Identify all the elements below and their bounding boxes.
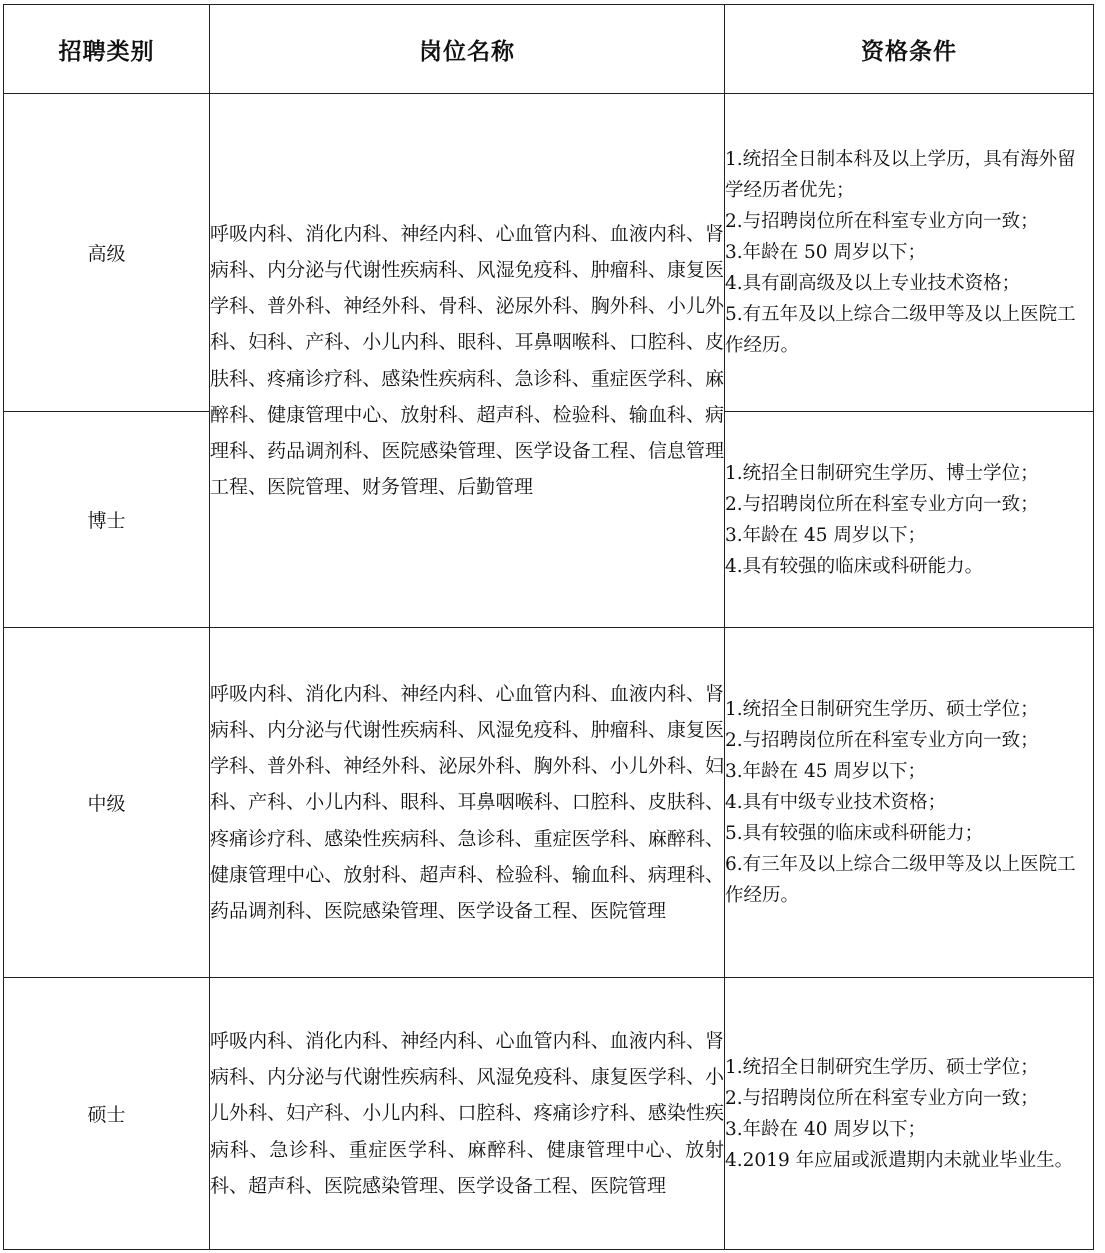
header-qualification: 资格条件 [725, 5, 1094, 94]
qualification-item: 2.与招聘岗位所在科室专业方向一致； [725, 211, 1039, 232]
qualification-item: 2.与招聘岗位所在科室专业方向一致； [725, 730, 1039, 751]
qualification-item: 3.年龄在 50 周岁以下； [725, 242, 926, 263]
qualification-item: 3.年龄在 45 周岁以下； [725, 524, 926, 546]
header-category: 招聘类别 [4, 5, 210, 94]
qualifications-cell [725, 94, 1094, 412]
table-row-intermediate [4, 628, 1094, 978]
table-row-senior [4, 94, 1094, 412]
qualification-item: 4.具有较强的临床或科研能力。 [725, 555, 984, 577]
qualification-item: 2.与招聘岗位所在科室专业方向一致； [725, 1087, 1039, 1109]
qualification-item: 4.具有副高级及以上专业技术资格； [725, 273, 1021, 294]
qualification-item: 5.有五年及以上综合二级甲等及以上医院工作经历。 [725, 304, 1076, 356]
table-header-row [4, 5, 1094, 94]
qualification-item: 6.有三年及以上综合二级甲等及以上医院工作经历。 [725, 854, 1076, 906]
category-cell: 高级 [4, 94, 210, 412]
positions-cell: 呼吸内科、消化内科、神经内科、心血管内科、血液内科、肾病科、内分泌与代谢性疾病科、风湿免疫科、肿瘤科、康复医学科、普外科、神经外科、骨科、泌尿外科、胸外科、小儿外科、妇科、产科、小儿内科、眼科、耳鼻咽喉科、口腔科、皮肤科、疼痛诊疗科、感染性疾病科、急诊科、重症医学科、麻醉科、健康管理中心、放射科、超声科、检验科、输血科、病理科、药品调剂科、医院感染管理、医学设备工程、信息管理工程、医院管理、财务管理、后勤管理 [210, 94, 725, 628]
table-row-master [4, 978, 1094, 1250]
qualifications-cell [725, 978, 1094, 1250]
category-cell: 中级 [4, 628, 210, 978]
qualification-item: 1.统招全日制研究生学历、硕士学位； [725, 1056, 1039, 1078]
qualifications-cell [725, 628, 1094, 978]
category-cell: 博士 [4, 412, 210, 628]
positions-cell: 呼吸内科、消化内科、神经内科、心血管内科、血液内科、肾病科、内分泌与代谢性疾病科、风湿免疫科、康复医学科、小儿外科、妇产科、小儿内科、口腔科、疼痛诊疗科、感染性疾病科、急诊科、重症医学科、麻醉科、健康管理中心、放射科、超声科、医院感染管理、医学设备工程、医院管理 [210, 978, 725, 1250]
positions-cell: 呼吸内科、消化内科、神经内科、心血管内科、血液内科、肾病科、内分泌与代谢性疾病科、风湿免疫科、肿瘤科、康复医学科、普外科、神经外科、泌尿外科、胸外科、小儿外科、妇科、产科、小儿内科、眼科、耳鼻咽喉科、口腔科、皮肤科、疼痛诊疗科、感染性疾病科、急诊科、重症医学科、麻醉科、健康管理中心、放射科、超声科、检验科、输血科、病理科、药品调剂科、医院感染管理、医学设备工程、医院管理 [210, 628, 725, 978]
qualification-item: 1.统招全日制本科及以上学历，具有海外留学经历者优先； [725, 149, 1076, 201]
qualification-item: 4.2019 年应届或派遣期内未就业毕业生。 [725, 1149, 1074, 1171]
qualification-item: 3.年龄在 45 周岁以下； [725, 761, 926, 782]
category-cell: 硕士 [4, 978, 210, 1250]
qualification-item: 5.具有较强的临床或科研能力； [725, 823, 984, 844]
header-position: 岗位名称 [210, 5, 725, 94]
qualification-item: 1.统招全日制研究生学历、硕士学位； [725, 699, 1039, 720]
qualification-item: 3.年龄在 40 周岁以下； [725, 1118, 926, 1140]
qualification-item: 4.具有中级专业技术资格； [725, 792, 947, 813]
qualifications-cell [725, 412, 1094, 628]
recruitment-table [3, 4, 1094, 1250]
qualification-item: 2.与招聘岗位所在科室专业方向一致； [725, 493, 1039, 515]
qualification-item: 1.统招全日制研究生学历、博士学位； [725, 462, 1039, 484]
